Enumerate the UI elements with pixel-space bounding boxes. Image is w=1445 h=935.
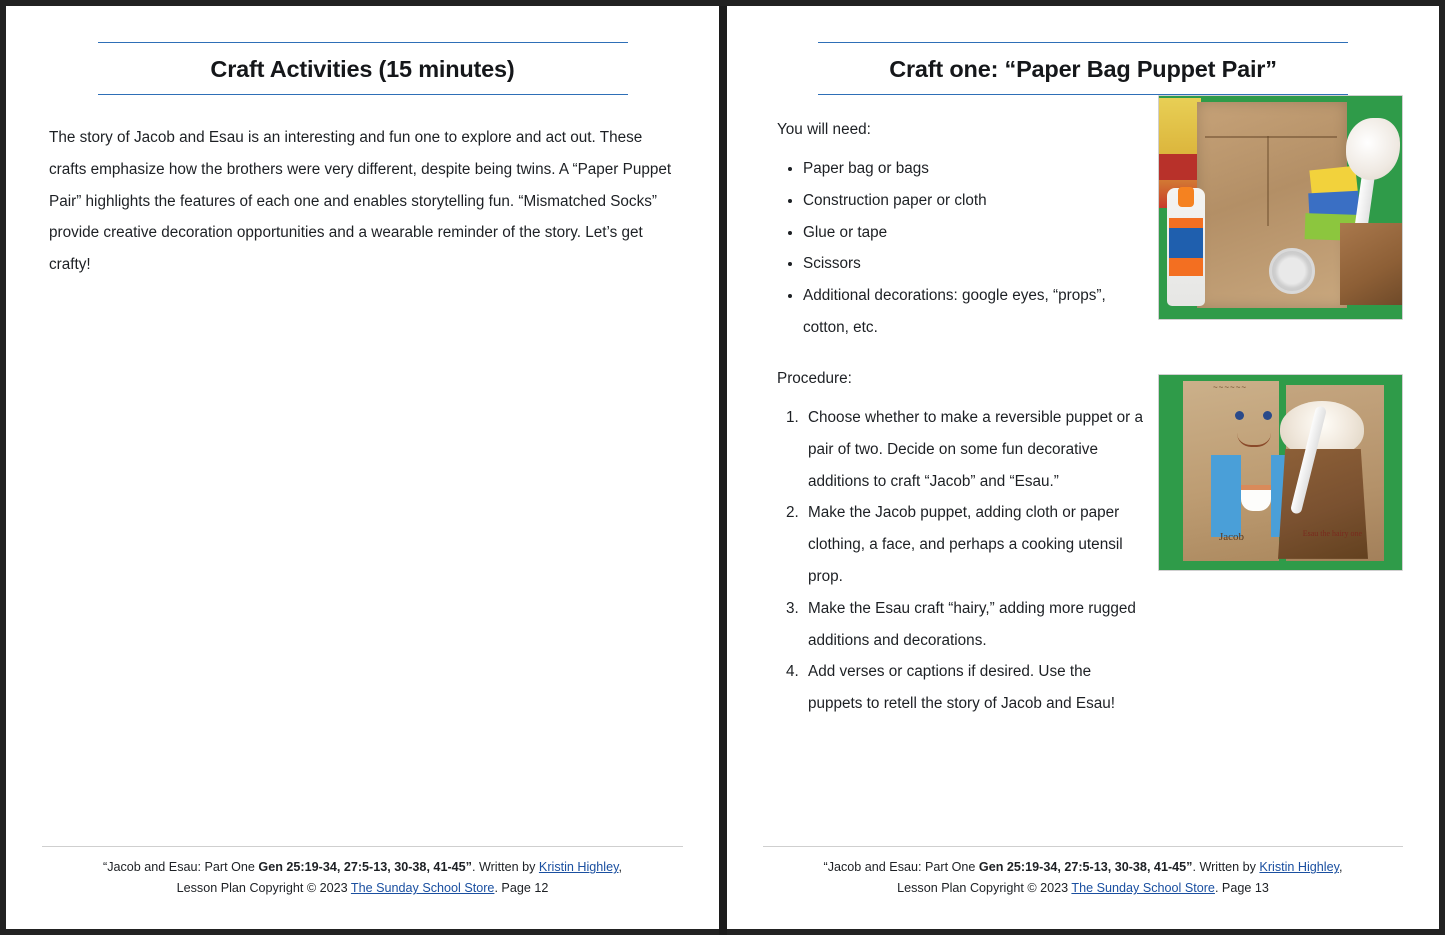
esau-label: Esau the hairy one (1302, 529, 1362, 539)
you-will-need-label: You will need: (777, 121, 871, 139)
procedure-list (770, 402, 1148, 720)
procedure-section (763, 344, 1403, 720)
paper-cup (1269, 248, 1315, 294)
page-divider (719, 6, 727, 935)
list-item: 2. Make the Jacob puppet, adding cloth or paper clothing, a face, and perhaps a cooking utensil prop. (803, 497, 1148, 592)
glue-bottle (1167, 188, 1205, 306)
footer-line-1 (42, 857, 683, 878)
title-rule-bottom (98, 94, 628, 95)
footer-page-number: . Page 12 (494, 881, 549, 896)
footer-reference: Gen 25:19-34, 27:5-13, 30-38, 41-45” (258, 860, 472, 875)
list-item: 3. Make the Esau craft “hairy,” adding more rugged additions and decorations. (803, 593, 1148, 657)
bowl-prop (1241, 485, 1271, 511)
footer-reference: Gen 25:19-34, 27:5-13, 30-38, 41-45” (978, 860, 1193, 875)
list-item: • Additional decorations: google eyes, “props”, cotton, etc. (803, 280, 1148, 344)
list-item: • Paper bag or bags (803, 153, 1148, 185)
footer-written-by: . Written by (471, 860, 539, 875)
procedure-label: Procedure: (777, 369, 852, 387)
author-link[interactable]: Kristin Highley (1259, 860, 1339, 875)
list-item: 4. Add verses or captions if desired. Use the puppets to retell the story of Jacob and Esau! (803, 656, 1148, 720)
page-left (6, 6, 719, 929)
list-item: • Glue or tape (803, 217, 1148, 249)
author-link[interactable]: Kristin Highley (538, 860, 619, 875)
list-item: 1. Choose whether to make a reversible puppet or a pair of two. Decide on some fun decorative additions to craft “Jacob” and “Esau.” (803, 402, 1148, 497)
footer-left (42, 846, 683, 899)
footer-copyright: Lesson Plan Copyright © 2023 (176, 881, 351, 896)
craft-supplies-photo (1158, 95, 1403, 320)
footer-comma: , (1338, 860, 1343, 875)
procedure-photo-column (1158, 344, 1403, 720)
footer-comma: , (618, 860, 622, 875)
list-item: • Construction paper or cloth (803, 185, 1148, 217)
jacob-puppet: ~~~~~~ Jacob (1183, 381, 1279, 561)
footer-line-1 (763, 857, 1403, 878)
page-title-right: Craft one: “Paper Bag Puppet Pair” (889, 56, 1277, 82)
jacob-face (1229, 407, 1283, 447)
store-link[interactable]: The Sunday School Store (350, 881, 495, 896)
footer-copyright: Lesson Plan Copyright © 2023 (897, 881, 1072, 896)
materials-list (770, 153, 1148, 344)
list-item: • Scissors (803, 248, 1148, 280)
materials-text (763, 95, 1148, 344)
footer-page-number: . Page 13 (1214, 881, 1269, 896)
left-title-block (42, 42, 683, 95)
finished-puppets-photo (1158, 374, 1403, 571)
footer-line-2 (763, 878, 1403, 899)
right-title-block (763, 42, 1403, 95)
footer-prefix: “Jacob and Esau: Part One (103, 860, 259, 875)
intro-paragraph: The story of Jacob and Esau is an interesting and fun one to explore and act out. These crafts emphasize how the brothers were very different, despite being twins. A “Paper Puppet Pair” highlights the features of each one and enables storytelling fun. “Mismatched Socks” provide creative decoration opportunities and a wearable reminder of the story. Let’s get crafty! (49, 129, 672, 274)
brown-fabric (1340, 223, 1402, 305)
footer-line-2 (42, 878, 683, 899)
store-link[interactable]: The Sunday School Store (1071, 881, 1215, 896)
materials-photo-column (1158, 95, 1403, 344)
footer-prefix: “Jacob and Esau: Part One (823, 860, 979, 875)
cotton-ball (1346, 118, 1400, 180)
footer-right (763, 846, 1403, 899)
page-title-left: Craft Activities (15 minutes) (210, 56, 515, 82)
materials-section (763, 95, 1403, 344)
page-right (727, 6, 1439, 929)
footer-written-by: . Written by (1192, 860, 1260, 875)
jacob-label: Jacob (1219, 530, 1245, 543)
procedure-text (763, 344, 1148, 720)
